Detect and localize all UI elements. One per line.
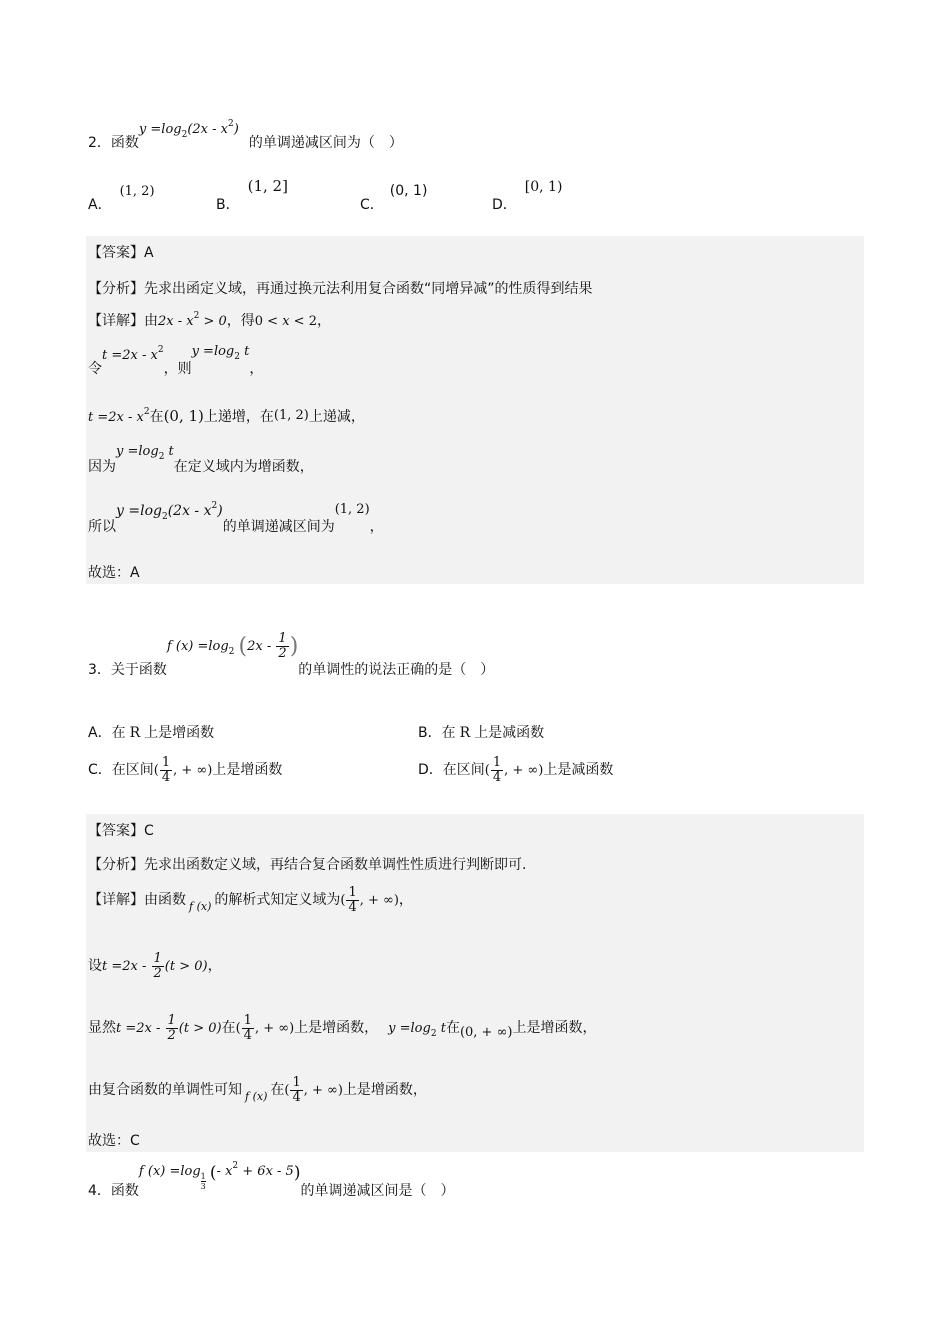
text: A — [130, 565, 140, 581]
q2-detail-2 — [88, 344, 263, 380]
q2-analysis — [88, 278, 593, 298]
formula: $t =2x - x^2$ — [88, 407, 150, 425]
q3-option-b[interactable] — [418, 722, 544, 742]
q2-stem — [88, 118, 403, 158]
text: 由 — [144, 313, 158, 329]
formula: t =2x - $\frac{1}{2}$ (t > 0) — [116, 1013, 222, 1043]
q4-stem-prefix: 4．函数 — [88, 1183, 139, 1199]
q2-detail-5 — [88, 500, 384, 540]
text: 在区间 — [111, 762, 154, 778]
analysis-label: 【分析】 — [88, 857, 144, 873]
answer-value: C — [144, 823, 154, 839]
formula: $y =\log_2$ t — [116, 444, 174, 462]
text: 上递增，在 — [203, 409, 274, 425]
q3-formula: f $(x) =\log_2$ (2x - $\frac{1}{2}$ ) — [166, 631, 299, 661]
q3-stem — [88, 631, 495, 684]
q2-detail-4 — [88, 440, 314, 476]
option-value: (0, 1) — [389, 183, 428, 199]
interval: ( $\frac{1}{4}$ , + ∞) — [340, 885, 399, 915]
q2-detail-1 — [88, 310, 331, 330]
q2-option-c[interactable] — [360, 180, 428, 213]
q2-option-a[interactable] — [88, 180, 155, 213]
text: 上是增函数 — [144, 725, 215, 741]
option-label: C． — [88, 762, 112, 778]
q3-stem-suffix: 的单调性的说法正确的是（ ） — [298, 662, 495, 678]
q2-option-b[interactable] — [216, 176, 288, 213]
text: ，则 — [163, 361, 192, 377]
formula: $2x - x^2 > 0$ — [158, 311, 227, 329]
text: 故选： — [88, 565, 130, 581]
formula: f (x) — [245, 1090, 268, 1103]
option-value: (1, 2] — [247, 177, 288, 195]
q3-option-a[interactable] — [88, 722, 214, 742]
answer-value: A — [144, 245, 154, 261]
text: 上是增函数， — [342, 1082, 427, 1098]
formula: $t =2x - x^2$ — [102, 345, 164, 363]
interval: ( $\frac{1}{4}$ , + ∞) — [235, 1013, 295, 1043]
option-label: B． — [216, 197, 240, 213]
text: 在 — [445, 1020, 460, 1036]
option-value: (1, 2) — [119, 184, 155, 199]
text: 在区间 — [442, 762, 485, 778]
q3-detail-2 — [88, 952, 222, 992]
symbol: R — [459, 725, 471, 741]
text: ，得 — [226, 313, 255, 329]
q4-stem — [88, 1160, 454, 1206]
text: 故选： — [88, 1133, 130, 1149]
analysis-text: 先求出函数定义域，再结合复合函数单调性性质进行判断即可. — [144, 857, 527, 873]
option-label: D． — [418, 762, 443, 778]
formula: t =2x - $\frac{1}{2}$ (t > 0) — [102, 951, 208, 981]
q2-detail-3 — [88, 406, 365, 426]
detail-label: 【详解】 — [88, 892, 144, 908]
text: ， — [207, 958, 222, 974]
answer-label: 【答案】 — [88, 823, 144, 839]
option-label: A． — [88, 197, 112, 213]
analysis-label: 【分析】 — [88, 281, 144, 297]
text: 上递减， — [308, 409, 365, 425]
text: C — [130, 1133, 140, 1149]
q3-option-c[interactable] — [88, 756, 282, 796]
q3-stem-prefix: 3．关于函数 — [88, 662, 167, 678]
q2-choose — [88, 562, 140, 582]
q2-stem-prefix: 2．函数 — [88, 135, 139, 151]
q3-choose — [88, 1130, 140, 1150]
option-label: C． — [360, 197, 384, 213]
q3-detail-1 — [88, 886, 413, 926]
q2-option-d[interactable] — [492, 176, 563, 213]
formula: $y =\log_2$ t — [191, 344, 250, 362]
interval: (1, 2) — [273, 408, 309, 423]
formula: $y =\log_2$ t — [388, 1021, 446, 1039]
text: 上是增函数， — [512, 1020, 597, 1036]
text: 在 — [221, 1020, 236, 1036]
symbol: R — [129, 725, 141, 741]
q3-option-d[interactable] — [418, 756, 613, 796]
q4-stem-suffix: 的单调递减区间是（ ） — [300, 1183, 455, 1199]
option-value: [0, 1) — [524, 179, 563, 195]
text: ， — [398, 892, 413, 908]
q3-analysis — [88, 854, 526, 874]
text: 由复合函数的单调性可知 — [88, 1082, 242, 1098]
interval: (1, 2) — [334, 502, 370, 517]
text: 在 — [441, 725, 456, 741]
q3-detail-3 — [88, 1014, 596, 1054]
q2-answer — [88, 242, 154, 262]
analysis-text: 先求出函定义域，再通过换元法利用复合函数“同增异减”的性质得到结果 — [144, 281, 593, 297]
q3-solution-box — [86, 814, 864, 1152]
text: ， — [316, 313, 331, 329]
option-label: D． — [492, 197, 517, 213]
text: 上是减函数 — [543, 762, 614, 778]
detail-label: 【详解】 — [88, 313, 144, 329]
text: 在定义域内为增函数， — [173, 459, 314, 475]
text: 在 — [111, 725, 126, 741]
text: 显然 — [88, 1020, 116, 1036]
text: 因为 — [88, 459, 116, 475]
text: 设 — [88, 958, 102, 974]
formula: 0 < x < 2 — [254, 314, 317, 329]
q2-solution-box — [86, 236, 864, 584]
q2-formula: $y =\log_2(2x - x^2)$ — [138, 119, 239, 140]
interval: ( $\frac{1}{4}$ , + ∞) — [284, 1075, 343, 1105]
interval: ( $\frac{1}{4}$ , + ∞) — [153, 755, 213, 785]
text: 的解析式知定义域为 — [214, 892, 341, 908]
text: ， — [249, 361, 264, 377]
answer-label: 【答案】 — [88, 245, 144, 261]
text: 在 — [149, 409, 164, 425]
formula: $y =\log_2(2x - x^2)$ — [116, 501, 223, 522]
text: 所以 — [88, 519, 116, 535]
q2-stem-suffix: 的单调递减区间为（ ） — [248, 135, 403, 151]
option-label: B． — [418, 725, 442, 741]
interval: (0, 1) — [163, 407, 204, 425]
interval: ( $\frac{1}{4}$ , + ∞) — [484, 755, 544, 785]
q3-answer — [88, 820, 154, 840]
interval: (0, + ∞) — [459, 1025, 513, 1040]
text: ， — [369, 519, 384, 535]
text: 在 — [270, 1082, 285, 1098]
text: 令 — [88, 361, 102, 377]
text: 上是减函数 — [474, 725, 545, 741]
text: 的单调递减区间为 — [222, 519, 335, 535]
q3-detail-4 — [88, 1076, 427, 1116]
option-label: A． — [88, 725, 112, 741]
formula: f (x) — [189, 900, 212, 913]
text: 由函数 — [144, 892, 186, 908]
text: 上是增函数 — [212, 762, 283, 778]
q4-formula: f (x) =log $\frac{1}{3}$ (- $x^2 + 6x - 5$) — [138, 1161, 301, 1191]
text: 上是增函数， — [294, 1020, 379, 1036]
